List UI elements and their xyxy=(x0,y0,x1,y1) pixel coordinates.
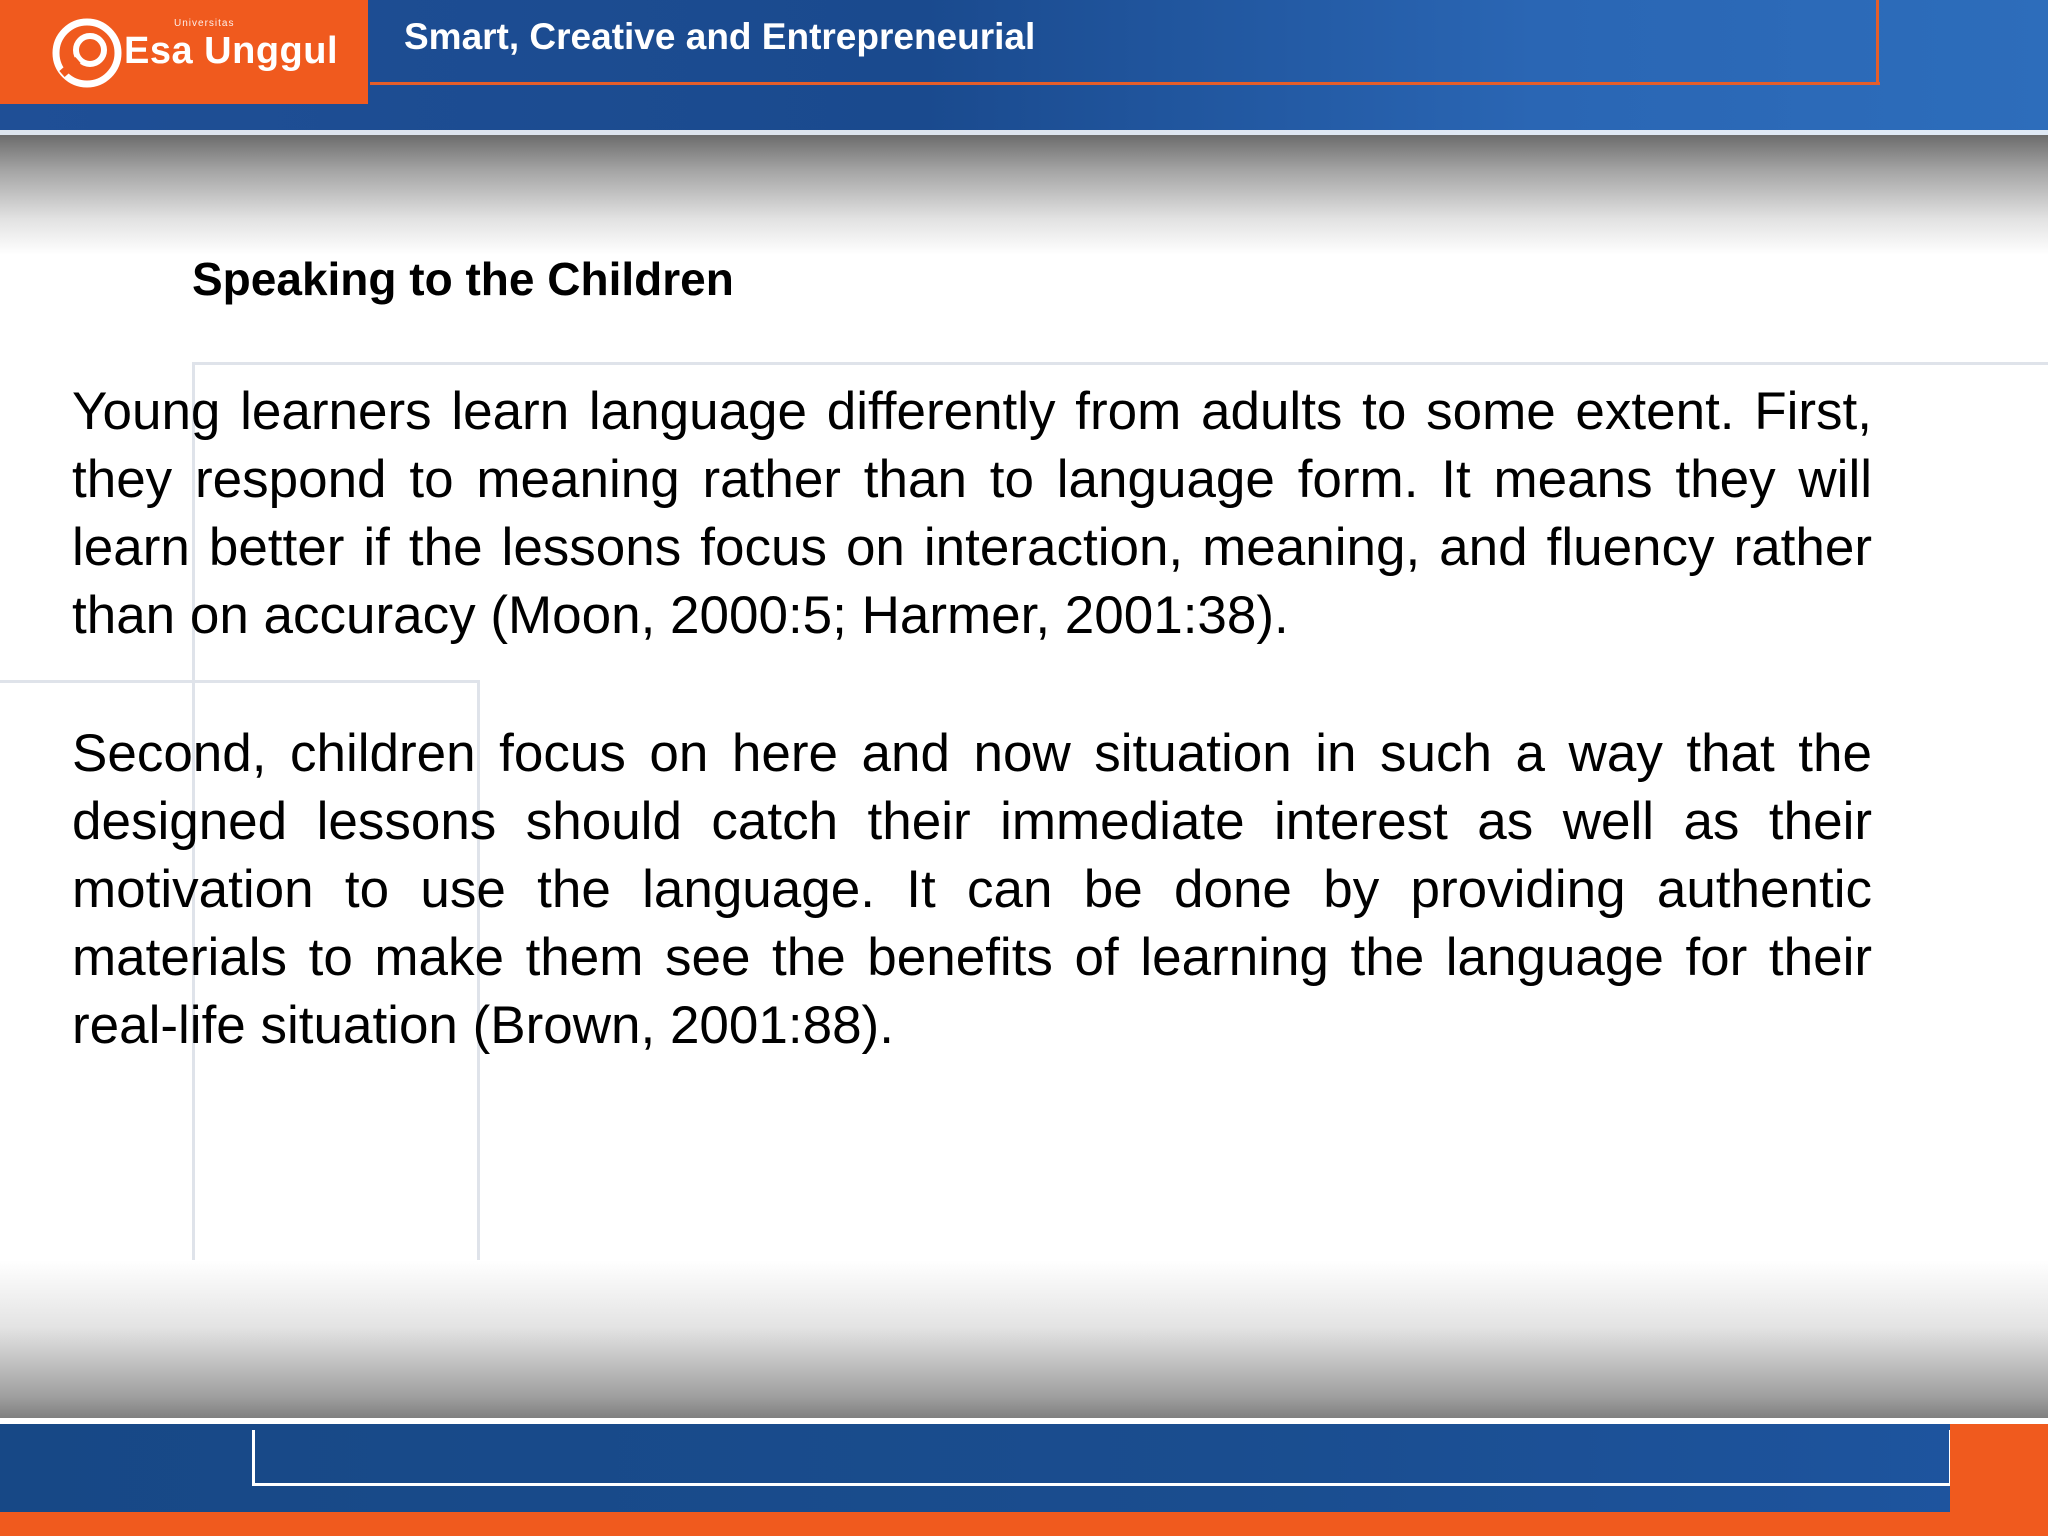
body-paragraph: Second, children focus on here and now situation in such a way that the designed lessons should catch their immediate interest as well as their motivation to use the language. It can be done by providing authentic materials to make them see the benefits of learning the language for their real-life situation (Brown, 2001:88). xyxy=(72,724,1872,1055)
slide-title: Speaking to the Children xyxy=(192,253,734,305)
logo-text: Esa Unggul xyxy=(124,30,339,72)
esa-unggul-logo-icon xyxy=(48,14,126,92)
logo-subtext: Universitas xyxy=(174,18,235,29)
footer-accent xyxy=(1950,1424,2048,1512)
footer-frame xyxy=(252,1430,1952,1486)
footer-shadow-band xyxy=(0,1260,2048,1430)
footer-orange-strip xyxy=(0,1512,2048,1536)
body-paragraph: Young learners learn language differently from adults to some extent. First, they respond to meaning rather than to language form. It means they will learn better if the lessons focus on interaction, meaning, and fluency rather than on accuracy (Moon, 2000:5; Harmer, 2001:38). xyxy=(72,382,1872,645)
header-accent-line xyxy=(370,82,1880,85)
header-accent-divider xyxy=(1876,0,1879,84)
university-logo xyxy=(0,0,368,104)
header-tagline: Smart, Creative and Entrepreneurial xyxy=(404,16,1036,57)
header-shadow-band xyxy=(0,135,2048,255)
